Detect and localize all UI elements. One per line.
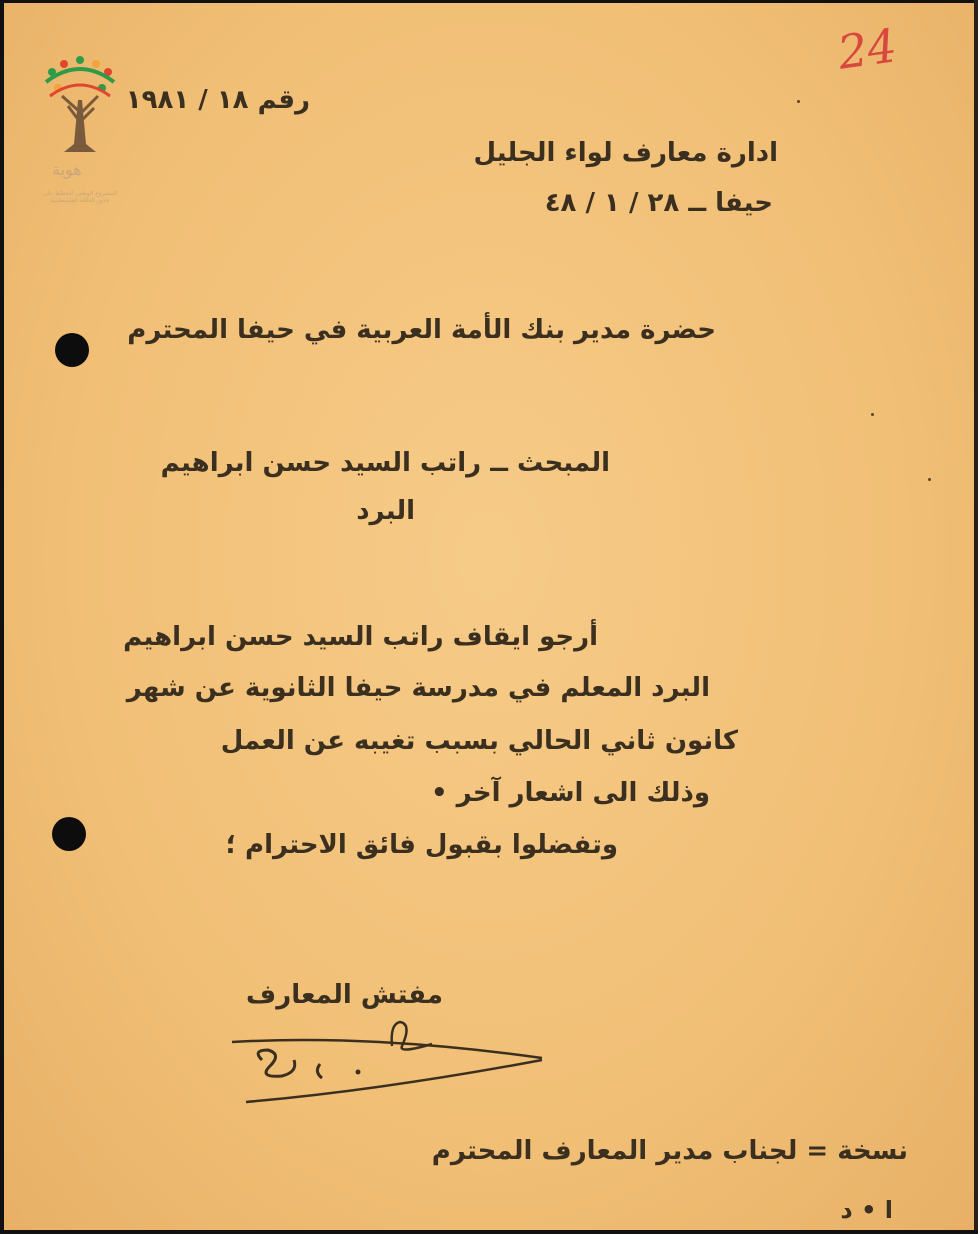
folio-number: 24	[834, 18, 901, 80]
paper-speck	[797, 100, 800, 103]
body-line: وذلك الى اشعار آخر •	[431, 778, 710, 808]
subject-line-continued: البرد	[356, 496, 415, 526]
handwritten-signature	[222, 1020, 562, 1120]
typist-initials: ا • د	[840, 1196, 893, 1224]
logo-name: هوية	[52, 160, 82, 179]
signatory-title: مفتش المعارف	[246, 980, 443, 1010]
tree-logo-icon	[38, 52, 122, 212]
scan-border-right	[974, 0, 978, 1234]
closing-line: وتفضلوا بقبول فائق الاحترام ؛	[225, 830, 618, 860]
body-line: البرد المعلم في مدرسة حيفا الثانوية عن شهر	[126, 673, 710, 703]
scan-border-bottom	[0, 1230, 978, 1234]
body-line: أرجو ايقاف راتب السيد حسن ابراهيم	[123, 622, 598, 652]
reference-number: رقم ١٨ / ١٩٨١	[125, 85, 310, 115]
addressee: حضرة مدير بنك الأمة العربية في حيفا المحترم	[127, 315, 716, 345]
place-and-date: حيفا ــ ٢٨ / ١ / ٤٨	[544, 188, 773, 218]
paper-speck	[871, 413, 874, 416]
scan-border-left	[0, 0, 4, 1234]
logo-subtitle: المشروع الوطني للحفاظ على جذور العائلة الفلسطينية	[42, 190, 118, 204]
punch-hole-top	[55, 333, 89, 367]
issuing-office: ادارة معارف لواء الجليل	[473, 138, 778, 168]
scan-border-top	[0, 0, 978, 3]
punch-hole-bottom	[52, 817, 86, 851]
paper-speck	[928, 478, 931, 481]
copy-notation: نسخة = لجناب مدير المعارف المحترم	[431, 1136, 908, 1166]
body-line: كانون ثاني الحالي بسبب تغيبه عن العمل	[220, 726, 738, 756]
subject-line: المبحث ــ راتب السيد حسن ابراهيم	[160, 448, 610, 478]
